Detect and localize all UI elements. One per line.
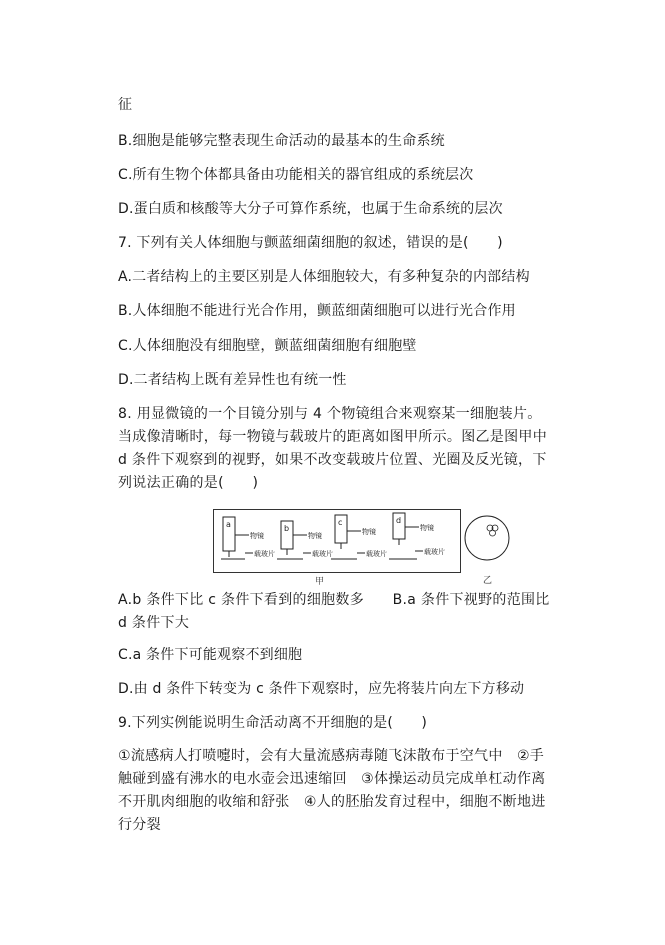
- objective-lens-c: [331, 515, 365, 559]
- figure-caption-yi: 乙: [483, 576, 493, 586]
- objective-lens-b: [277, 521, 311, 559]
- text-line-continuation: 征: [118, 97, 133, 113]
- question-8-option-c: C.a 条件下可能观察不到细胞: [118, 647, 303, 663]
- objective-label-c: 物镜: [362, 528, 376, 536]
- question-9-statements: ①流感病人打喷嚏时，会有大量流感病毒随飞沫散布于空气中 ②手触碰到盛有沸水的电水壶会迅速缩回 ③体操运动员完成单杠动作离不开肌肉细胞的收缩和舒张 ④人的胚胎发育过程中，细胞不断地进行分裂: [118, 748, 546, 833]
- slide-label-b: 载玻片: [312, 550, 333, 558]
- lens-label-a: a: [226, 520, 231, 529]
- slide-label-d: 载玻片: [424, 548, 445, 556]
- slide-label-a: 载玻片: [254, 550, 275, 558]
- option-d: D.蛋白质和核酸等大分子可算作系统，也属于生命系统的层次: [118, 201, 503, 217]
- slide-label-c: 载玻片: [366, 550, 387, 558]
- lens-label-b: b: [284, 524, 290, 533]
- question-7-option-c: C.人体细胞没有细胞壁，颤蓝细菌细胞有细胞壁: [118, 338, 417, 354]
- question-7-option-b: B.人体细胞不能进行光合作用，颤蓝细菌细胞可以进行光合作用: [118, 303, 516, 319]
- option-c: C.所有生物个体都具备由功能相关的器官组成的系统层次: [118, 167, 474, 183]
- microscope-field-figure: [462, 513, 512, 563]
- figure-caption-jia: 甲: [315, 577, 325, 587]
- objective-lens-d: [389, 513, 423, 559]
- question-9: 9.下列实例能说明生命活动离不开细胞的是( ): [118, 715, 428, 731]
- lens-label-d: d: [396, 516, 402, 525]
- question-8-option-d: D.由 d 条件下转变为 c 条件下观察时，应先将装片向左下方移动: [118, 681, 525, 697]
- cell-mark: [490, 530, 496, 536]
- question-8-options-ab: A.b 条件下比 c 条件下看到的细胞数多 B.a 条件下视野的范围比 d 条件下大: [118, 592, 550, 631]
- question-7-option-d: D.二者结构上既有差异性也有统一性: [118, 372, 347, 388]
- objective-label-a: 物镜: [250, 532, 264, 540]
- microscope-objectives-figure: [213, 505, 463, 575]
- objective-label-d: 物镜: [420, 524, 434, 532]
- objective-label-b: 物镜: [308, 532, 322, 540]
- question-7: 7. 下列有关人体细胞与颤蓝细菌细胞的叙述，错误的是( ): [118, 235, 503, 251]
- question-8: 8. 用显微镜的一个目镜分别与 4 个物镜组合来观察某一细胞装片。当成像清晰时，每一物镜与载玻片的距离如图甲所示。图乙是图甲中 d 条件下观察到的视野，如果不改变载玻片位置、光圈及反光镜，下列说法正确的是( ): [118, 406, 547, 491]
- lens-label-c: c: [338, 518, 343, 527]
- option-b: B.细胞是能够完整表现生命活动的最基本的生命系统: [118, 133, 445, 149]
- question-7-option-a: A.二者结构上的主要区别是人体细胞较大，有多种复杂的内部结构: [118, 269, 530, 285]
